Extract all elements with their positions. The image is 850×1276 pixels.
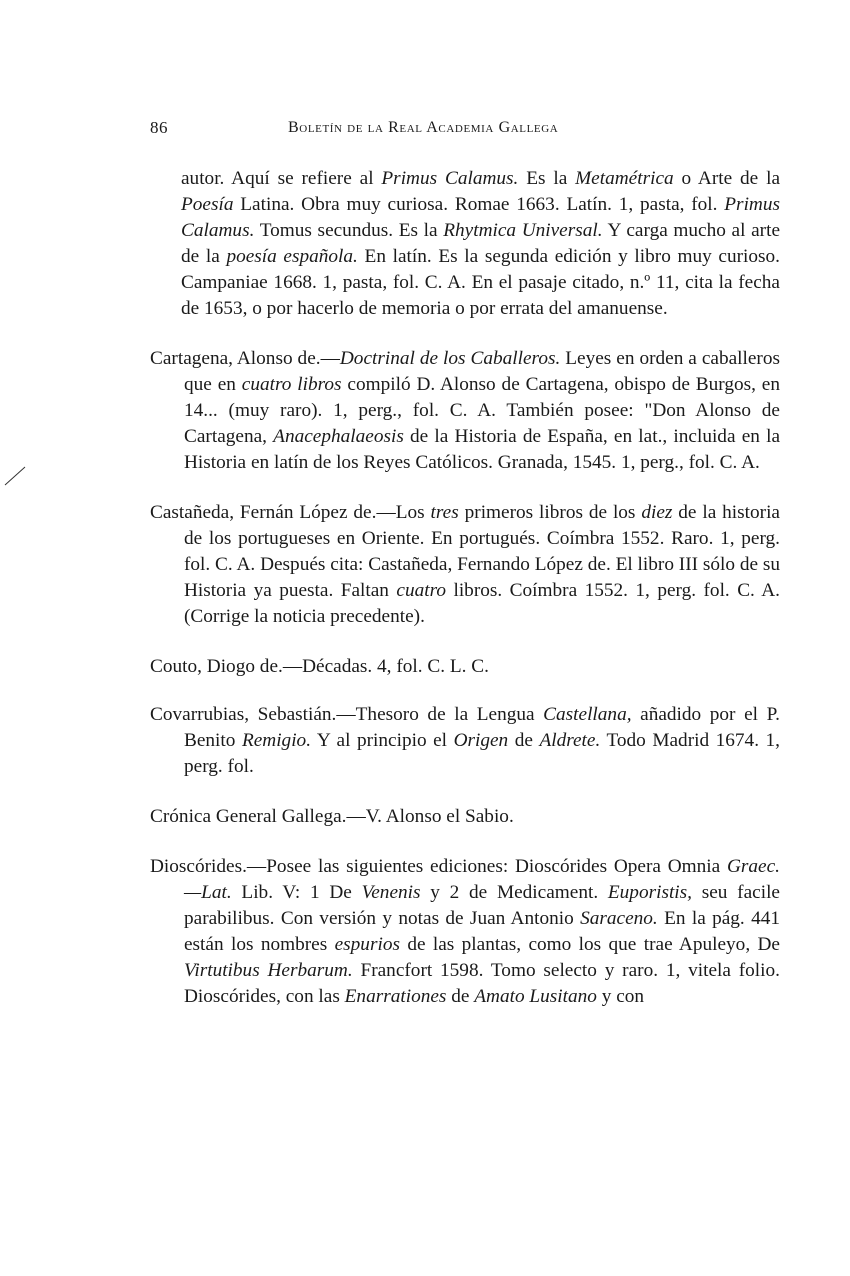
body-text xyxy=(150,166,780,1010)
bibliography-entry xyxy=(150,702,780,780)
text-run: Es la xyxy=(518,168,576,189)
text-run: o Arte de la xyxy=(673,168,780,189)
italic-run: poesía española. xyxy=(226,246,358,267)
italic-run: Graec.—Lat. xyxy=(184,856,780,903)
text-run: añadido por el P. Benito xyxy=(184,704,780,751)
running-head: Boletín de la Real Academia Gallega xyxy=(288,119,559,136)
text-run: de las plantas, como los que trae Apuleyo, De xyxy=(399,934,780,955)
italic-run: diez xyxy=(641,502,673,523)
paragraph-gap xyxy=(150,780,780,804)
italic-run: Remigio. xyxy=(241,730,312,751)
text-run: compiló D. Alonso de Cartagena, obispo de Burgos, en 14... (muy raro). 1, perg., fol. C. A. También posee: "Don Alonso de Cartagena, xyxy=(184,374,781,447)
paragraph-gap xyxy=(150,830,780,854)
text-run: Castañeda, Fernán López de.—Los xyxy=(150,502,431,523)
text-run: primeros libros de los xyxy=(458,502,642,523)
italic-run: Virtutibus Herbarum. xyxy=(184,960,353,981)
text-run: de la historia de los portugueses en Oriente. En portugués. Coímbra 1552. Raro. 1, perg. fol. C. A. Después cita: Castañeda, Fernando López de. El libro III sólo de su Historia ya puesta. Faltan xyxy=(184,502,780,601)
italic-run: Origen xyxy=(453,730,509,751)
italic-run: Poesía xyxy=(181,194,234,215)
italic-run: cuatro xyxy=(396,580,447,601)
paragraph-gap xyxy=(150,630,780,654)
italic-run: Venenis xyxy=(361,882,421,903)
text-run: y 2 de Medicament. xyxy=(420,882,608,903)
italic-run: Primus Calamus. xyxy=(381,168,519,189)
italic-run: Primus Calamus. xyxy=(181,194,780,241)
text-run: Tomus secundus. Es la xyxy=(254,220,444,241)
italic-run: Aldrete. xyxy=(539,730,601,751)
text-run: seu facile parabilibus. Con versión y notas de Juan Antonio xyxy=(184,882,780,929)
text-run: Y carga mucho al arte de la xyxy=(181,220,781,267)
text-run: Crónica General Gallega.—V. Alonso el Sabio. xyxy=(150,806,514,827)
italic-run: Rhytmica Universal. xyxy=(443,220,603,241)
text-run: de xyxy=(446,986,475,1007)
text-run: Todo Madrid 1674. 1, perg. fol. xyxy=(184,730,780,777)
italic-run: Saraceno. xyxy=(580,908,658,929)
bibliography-entry xyxy=(150,854,780,1010)
italic-run: Castellana, xyxy=(543,704,632,725)
italic-run: espurios xyxy=(334,934,400,955)
paragraph-gap xyxy=(150,680,780,702)
continuation-paragraph xyxy=(150,166,780,322)
text-run: En latín. Es la segunda edición y libro muy curioso. Campaniae 1668. 1, pasta, fol. C. A. En el pasaje citado, n.º 11, cita la fecha de 1653, o por hacerlo de memoria o por errata del amanuense. xyxy=(181,246,781,319)
bibliography-entry xyxy=(150,346,780,476)
bibliography-entry xyxy=(150,804,780,830)
text-run: Lib. V: 1 De xyxy=(231,882,362,903)
text-run: En la pág. 441 están los nombres xyxy=(184,908,780,955)
text-run: libros. Coímbra 1552. 1, perg. fol. C. A. (Corrige la noticia precedente). xyxy=(184,580,780,627)
italic-run: cuatro libros xyxy=(241,374,342,395)
text-run: Latina. Obra muy curiosa. Romae 1663. Latín. 1, pasta, fol. xyxy=(233,194,725,215)
bibliography-entry xyxy=(150,654,780,680)
italic-run: tres xyxy=(430,502,459,523)
text-run: Dioscórides.—Posee las siguientes ediciones: Dioscórides Opera Omnia xyxy=(150,856,727,877)
italic-run: Euporistis, xyxy=(607,882,692,903)
text-run: y con xyxy=(596,986,645,1007)
text-run: de xyxy=(508,730,540,751)
page-number: 86 xyxy=(150,118,168,137)
text-run: Y al principio el xyxy=(311,730,454,751)
text-run: Cartagena, Alonso de.— xyxy=(150,348,340,369)
text-run: Couto, Diogo de.—Décadas. 4, fol. C. L. C. xyxy=(150,656,489,677)
italic-run: Enarrationes xyxy=(344,986,447,1007)
italic-run: Amato Lusitano xyxy=(474,986,597,1007)
italic-run: Anacephalaeosis xyxy=(273,426,404,447)
paragraph-gap xyxy=(150,476,780,500)
paragraph-gap xyxy=(150,322,780,346)
margin-pencil-mark xyxy=(4,465,26,487)
italic-run: Doctrinal de los Caballeros. xyxy=(339,348,561,369)
text-run: autor. Aquí se refiere al xyxy=(181,168,382,189)
text-run: Leyes en orden a caballeros que en xyxy=(184,348,780,395)
text-run: de la Historia de España, en lat., incluida en la Historia en latín de los Reyes Católicos. Granada, 1545. 1, perg., fol. C. A. xyxy=(184,426,781,473)
text-run: Covarrubias, Sebastián.—Thesoro de la Lengua xyxy=(150,704,544,725)
bibliography-entry xyxy=(150,500,780,630)
italic-run: Metamétrica xyxy=(575,168,674,189)
text-run: Francfort 1598. Tomo selecto y raro. 1, vitela folio. Dioscórides, con las xyxy=(184,960,780,1007)
